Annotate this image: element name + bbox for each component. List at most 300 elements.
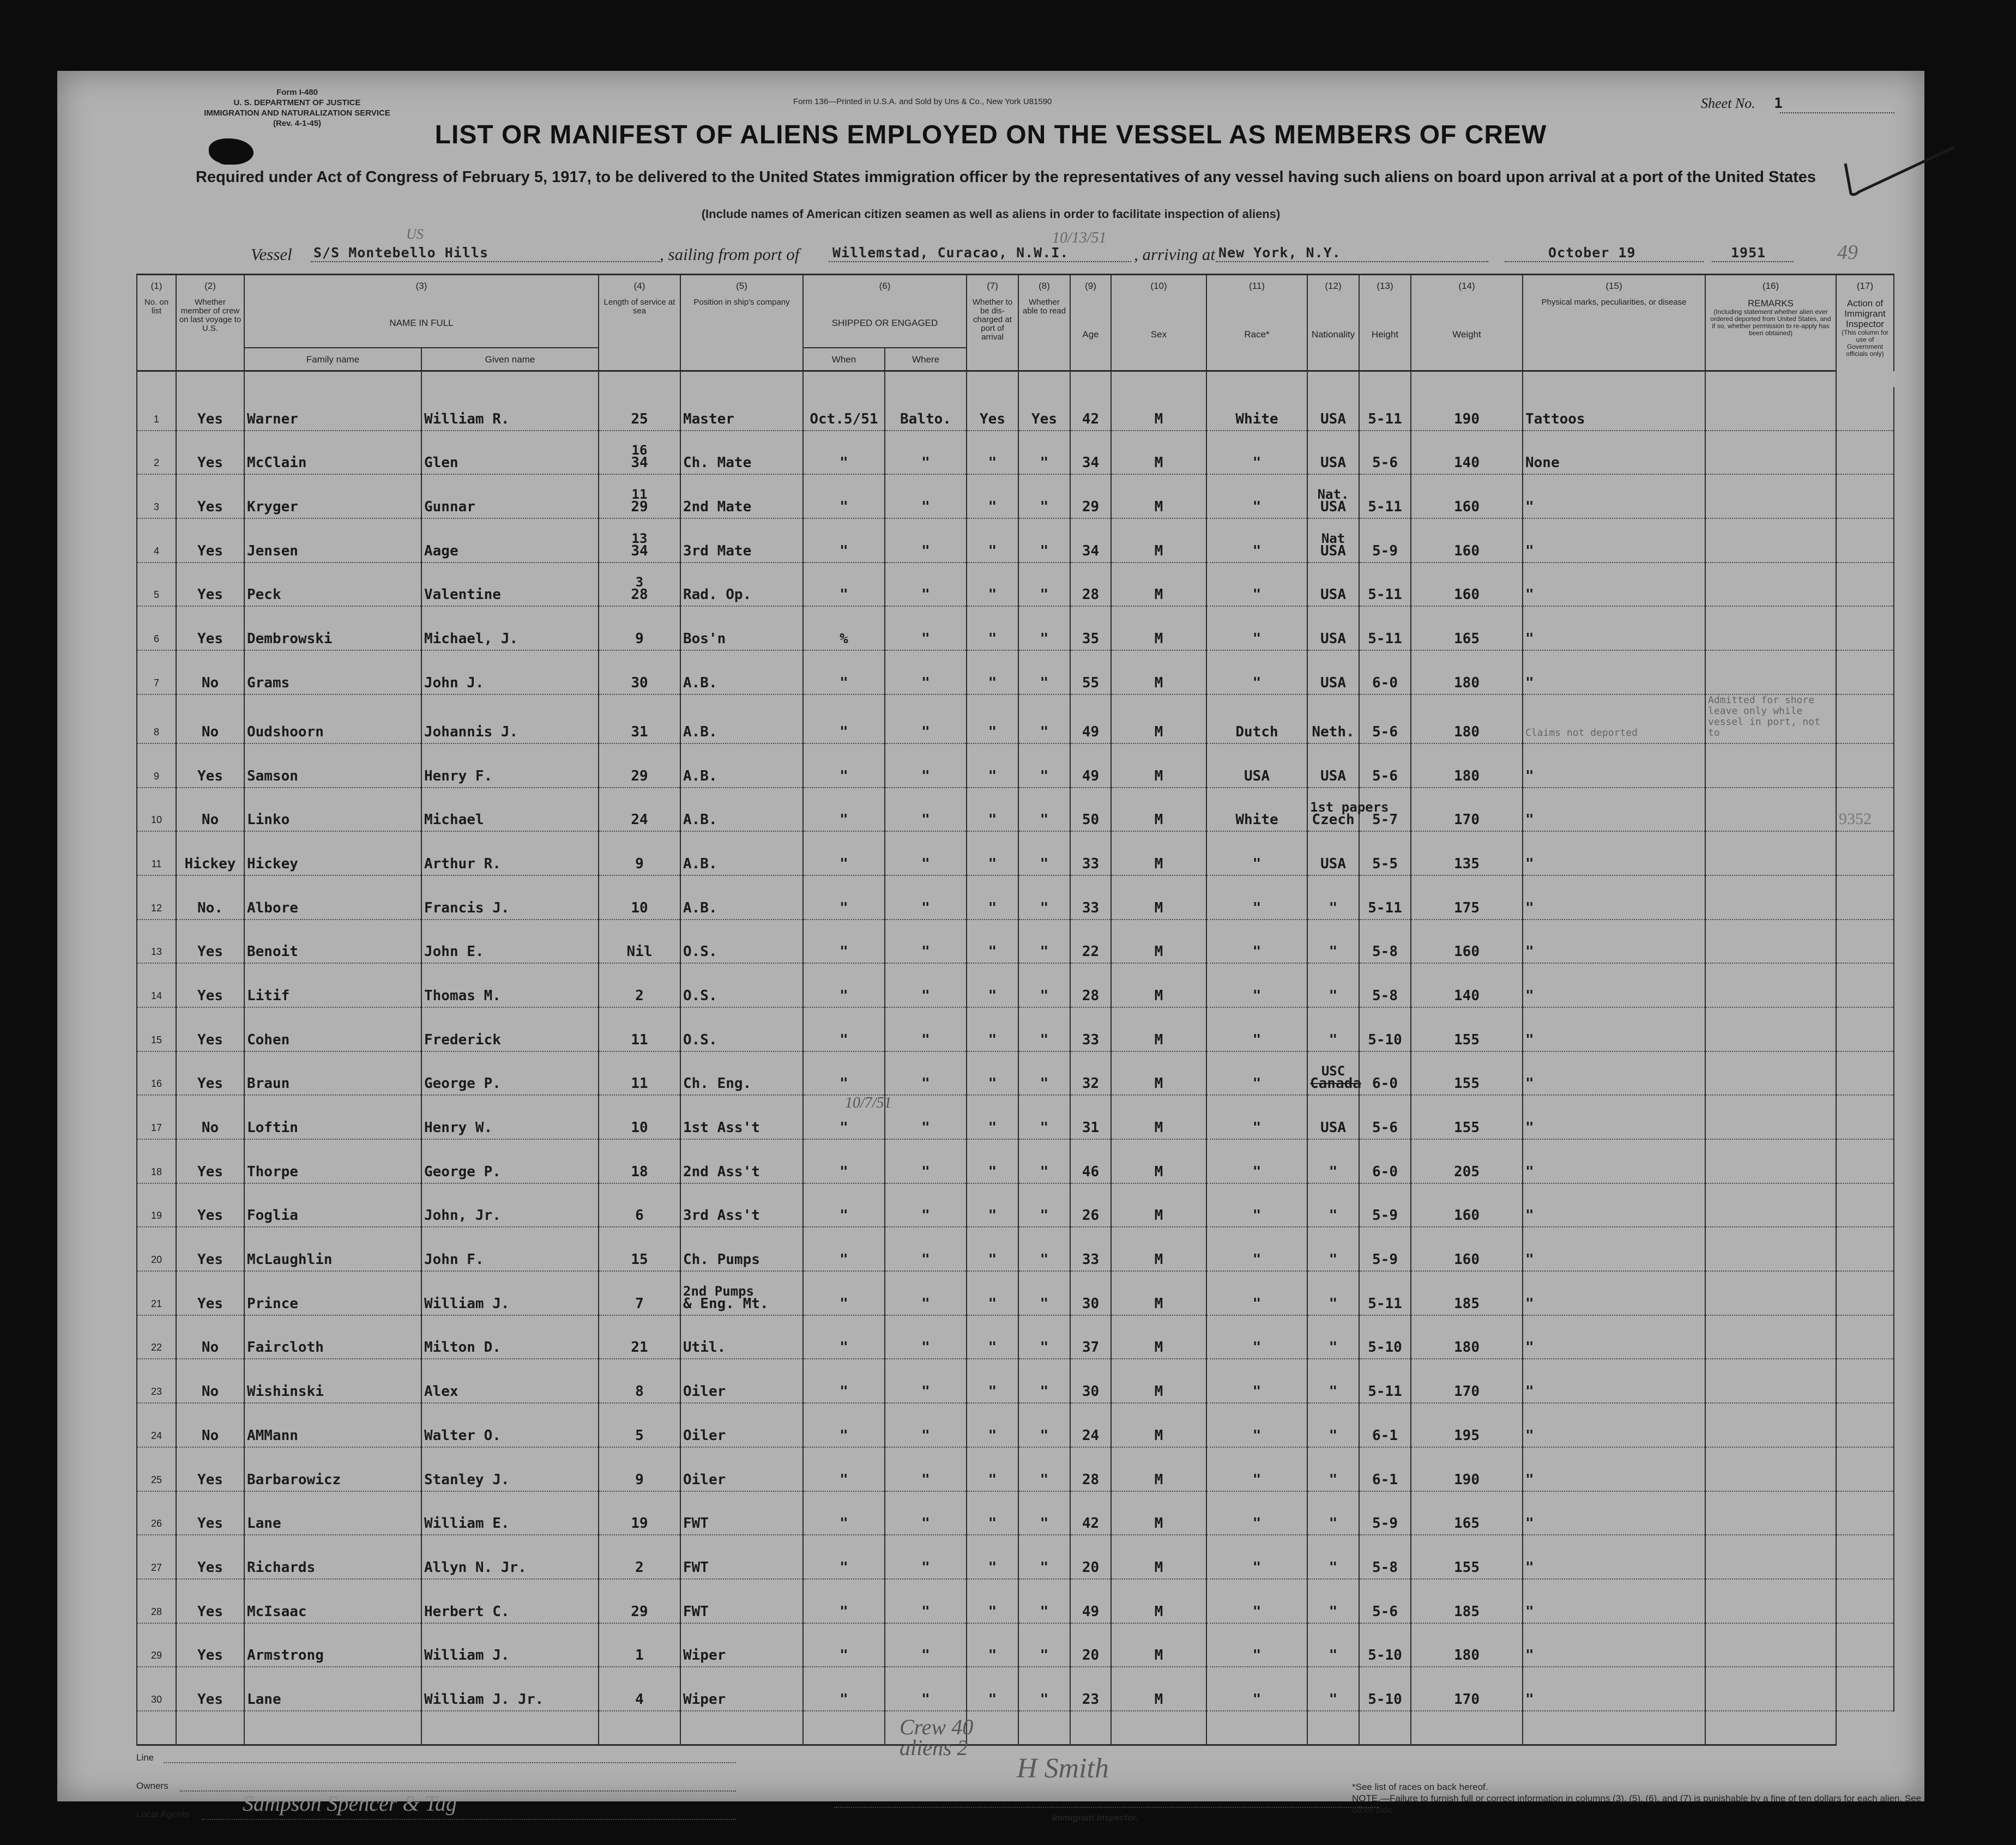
cell-race: White [1206,788,1307,832]
cell-shipped-when: " [803,1227,885,1271]
cell-remarks [1705,606,1836,650]
cell-shipped-when: " [803,743,885,788]
cell-shipped-where: " [885,1535,967,1579]
cell-discharged: " [967,1623,1018,1667]
cell-family-name: Braun [244,1051,421,1096]
cell-list-number: 29 [137,1623,176,1667]
cell-position: A.B. [680,650,803,694]
cell-physical-marks: " [1523,1227,1705,1271]
cell-shipped-where: " [885,1315,967,1359]
cell-last-voyage: No [176,694,244,743]
cell-able-to-read: " [1018,562,1070,607]
cell-shipped-when: " [803,694,885,743]
sheet-value: 1 [1774,95,1783,112]
cell-position: A.B. [680,875,803,920]
table-row [137,1535,1894,1579]
cell-position: FWT [680,1535,803,1579]
cell-last-voyage: Yes [176,606,244,650]
table-row [137,743,1894,788]
cell-last-voyage: No. [176,875,244,920]
cell-shipped-when: " [803,920,885,964]
cell-physical-marks: " [1523,920,1705,964]
cell-length-of-service: 2 [599,963,680,1007]
cell-position: Ch. Eng. [680,1051,803,1096]
cell-physical-marks: " [1523,650,1705,694]
cell-length-of-service: 11 29 [599,474,680,518]
cell-remarks [1705,1491,1836,1535]
cell-physical-marks: " [1523,562,1705,607]
cell-able-to-read: " [1018,1403,1070,1447]
cell-shipped-where: " [885,1447,967,1491]
cell-length-of-service: 10 [599,875,680,920]
cell-shipped-where: " [885,875,967,920]
cell-age: 37 [1070,1315,1111,1359]
cell-given-name: Allyn N. Jr. [421,1535,599,1579]
cell-shipped-where: " [885,831,967,875]
cell-sex: M [1111,1095,1206,1139]
cell-list-number: 24 [137,1403,176,1447]
cell-shipped-when: " [803,650,885,694]
cell-inspector-action [1836,743,1894,788]
cell-remarks [1705,1359,1836,1403]
cell-shipped-when: " [803,1183,885,1227]
sailing-date-annotation: 10/13/51 [1052,229,1107,246]
cell-nationality: USA [1307,743,1359,788]
department: U. S. DEPARTMENT OF JUSTICE [233,98,361,107]
cell-physical-marks: Claims not deported [1523,694,1705,743]
cell-inspector-action [1836,650,1894,694]
cell-height: 5-11 [1359,562,1411,607]
cell-nationality: " [1307,963,1359,1007]
table-row [137,1183,1894,1227]
cell-height: 5-10 [1359,1315,1411,1359]
cell-discharged: " [967,474,1018,518]
cell-age: 24 [1070,1403,1111,1447]
cell-sex: M [1111,920,1206,964]
cell-position: O.S. [680,1007,803,1051]
cell-physical-marks: " [1523,1359,1705,1403]
cell-shipped-where: " [885,650,967,694]
cell-inspector-action [1836,1183,1894,1227]
cell-sex: M [1111,1535,1206,1579]
cell-sex: M [1111,431,1206,475]
cell-shipped-when: " [803,1315,885,1359]
table-row [137,1359,1894,1403]
cell-weight: 170 [1411,788,1523,832]
cell-last-voyage: Hickey [176,831,244,875]
sailing-label: , sailing from port of [660,245,800,264]
cell-inspector-action [1836,694,1894,743]
cell-family-name: Oudshoorn [244,694,421,743]
cell-nationality: USA [1307,606,1359,650]
header-where: Where [885,348,967,371]
cell-age: 50 [1070,788,1111,832]
vessel-label: Vessel [251,245,292,264]
cell-family-name: Armstrong [244,1623,421,1667]
cell-shipped-when: " [803,474,885,518]
cell-sex: M [1111,1579,1206,1623]
cell-given-name: Francis J. [421,875,599,920]
cell-family-name: Linko [244,788,421,832]
cell-sex: M [1111,1403,1206,1447]
cell-length-of-service: 5 [599,1403,680,1447]
cell-discharged: " [967,1139,1018,1183]
cell-remarks [1705,431,1836,475]
cell-discharged: " [967,1095,1018,1139]
cell-able-to-read: Yes [1018,387,1070,431]
table-row [137,1667,1894,1711]
table-row [137,387,1894,431]
cell-discharged: " [967,963,1018,1007]
cell-able-to-read: " [1018,1007,1070,1051]
cell-list-number: 11 [137,831,176,875]
cell-inspector-action [1836,1623,1894,1667]
cell-height: 5-6 [1359,743,1411,788]
table-row [137,1139,1894,1183]
cell-age: 42 [1070,387,1111,431]
arriving-label: , arriving at [1134,245,1215,264]
footnote-races: *See list of races on back hereof. [1352,1782,1488,1792]
cell-list-number: 23 [137,1359,176,1403]
cell-inspector-action [1836,1579,1894,1623]
cell-physical-marks: " [1523,1579,1705,1623]
cell-given-name: William R. [421,387,599,431]
cell-given-name: Henry W. [421,1095,599,1139]
cell-shipped-where: " [885,1403,967,1447]
cell-remarks [1705,650,1836,694]
cell-list-number: 10 [137,788,176,832]
cell-length-of-service: 11 [599,1007,680,1051]
cell-race: " [1206,1271,1307,1315]
cell-physical-marks: None [1523,431,1705,475]
cell-physical-marks: " [1523,1139,1705,1183]
cell-family-name: Faircloth [244,1315,421,1359]
cell-inspector-action [1836,1227,1894,1271]
cell-age: 30 [1070,1271,1111,1315]
cell-age: 49 [1070,694,1111,743]
cell-list-number: 5 [137,562,176,607]
cell-weight: 205 [1411,1139,1523,1183]
arrival-year: 1951 [1731,245,1766,261]
crew-rows [137,387,1894,1711]
cell-able-to-read: " [1018,1359,1070,1403]
cell-given-name: John, Jr. [421,1183,599,1227]
cell-position: Bos'n [680,606,803,650]
column-headers-row [137,298,1894,348]
cell-physical-marks: " [1523,606,1705,650]
cell-last-voyage: Yes [176,1051,244,1096]
cell-able-to-read: " [1018,1535,1070,1579]
cell-list-number: 2 [137,431,176,475]
cell-shipped-where: " [885,1227,967,1271]
cell-shipped-where: " [885,1579,967,1623]
cell-shipped-where: " [885,1051,967,1096]
cell-physical-marks: " [1523,1623,1705,1667]
cell-race: " [1206,1139,1307,1183]
cell-shipped-when: " [803,1491,885,1535]
cell-weight: 185 [1411,1271,1523,1315]
cell-race: " [1206,1491,1307,1535]
cell-inspector-action [1836,1095,1894,1139]
cell-given-name: Walter O. [421,1403,599,1447]
cell-length-of-service: 21 [599,1315,680,1359]
cell-age: 55 [1070,650,1111,694]
cell-position: FWT [680,1491,803,1535]
cell-list-number: 15 [137,1007,176,1051]
cell-shipped-where: " [885,788,967,832]
cell-age: 20 [1070,1535,1111,1579]
cell-weight: 140 [1411,431,1523,475]
cell-age: 35 [1070,606,1111,650]
cell-weight: 185 [1411,1579,1523,1623]
cell-discharged: " [967,1183,1018,1227]
cell-position: A.B. [680,788,803,832]
cell-sex: M [1111,694,1206,743]
cell-height: 5-9 [1359,518,1411,562]
cell-physical-marks: " [1523,831,1705,875]
cell-family-name: Peck [244,562,421,607]
cell-race: " [1206,831,1307,875]
cell-position: Wiper [680,1667,803,1711]
cell-physical-marks: " [1523,875,1705,920]
cell-family-name: Samson [244,743,421,788]
cell-height: 5-9 [1359,1491,1411,1535]
cell-inspector-action [1836,1359,1894,1403]
owners-label: Owners [136,1781,168,1791]
cell-able-to-read: " [1018,920,1070,964]
cell-remarks [1705,474,1836,518]
cell-discharged: " [967,1403,1018,1447]
cell-weight: 170 [1411,1359,1523,1403]
cell-list-number: 4 [137,518,176,562]
cell-family-name: Wishinski [244,1359,421,1403]
cell-nationality: " [1307,1315,1359,1359]
cell-height: 5-9 [1359,1183,1411,1227]
cell-weight: 135 [1411,831,1523,875]
cell-inspector-action [1836,1315,1894,1359]
cell-list-number: 28 [137,1579,176,1623]
cell-able-to-read: " [1018,1051,1070,1096]
table-row [137,1623,1894,1667]
cell-position: FWT [680,1579,803,1623]
cell-nationality: " [1307,1623,1359,1667]
cell-weight: 190 [1411,1447,1523,1491]
cell-family-name: AMMann [244,1403,421,1447]
cell-discharged: " [967,1359,1018,1403]
cell-weight: 160 [1411,518,1523,562]
cell-position: 2nd Ass't [680,1139,803,1183]
cell-physical-marks: " [1523,518,1705,562]
cell-weight: 165 [1411,1491,1523,1535]
cell-discharged: " [967,1579,1018,1623]
sheet-number [1701,95,1783,112]
cell-discharged: Yes [967,387,1018,431]
cell-height: 5-7 [1359,788,1411,832]
cell-list-number: 27 [137,1535,176,1579]
cell-length-of-service: 15 [599,1227,680,1271]
cell-given-name: Arthur R. [421,831,599,875]
cell-race: " [1206,1403,1307,1447]
cell-nationality: USA [1307,1095,1359,1139]
cell-age: 29 [1070,474,1111,518]
cell-last-voyage: Yes [176,387,244,431]
cell-nationality: " [1307,1007,1359,1051]
cell-race: " [1206,474,1307,518]
cell-age: 49 [1070,743,1111,788]
cell-physical-marks: " [1523,1271,1705,1315]
cell-inspector-action [1836,562,1894,607]
cell-family-name: Litif [244,963,421,1007]
cell-nationality: " [1307,1447,1359,1491]
cell-discharged: " [967,650,1018,694]
cell-weight: 155 [1411,1051,1523,1096]
cell-given-name: John E. [421,920,599,964]
table-row [137,1095,1894,1139]
cell-family-name: Grams [244,650,421,694]
cell-shipped-when: " [803,1007,885,1051]
cell-given-name: Michael, J. [421,606,599,650]
cell-race: USA [1206,743,1307,788]
footnote [1352,1781,1930,1816]
cell-able-to-read: " [1018,694,1070,743]
cell-last-voyage: Yes [176,1007,244,1051]
cell-list-number: 17 [137,1095,176,1139]
cell-discharged: " [967,875,1018,920]
cell-nationality: " [1307,1183,1359,1227]
cell-weight: 140 [1411,963,1523,1007]
cell-last-voyage: No [176,788,244,832]
cell-length-of-service: 29 [599,743,680,788]
cell-inspector-action [1836,1403,1894,1447]
table-row [137,1007,1894,1051]
header-given-name: Given name [421,348,599,371]
cell-race: " [1206,1359,1307,1403]
cell-discharged: " [967,562,1018,607]
cell-physical-marks: " [1523,1447,1705,1491]
cell-list-number: 21 [137,1271,176,1315]
cell-race: " [1206,1051,1307,1096]
cell-age: 22 [1070,920,1111,964]
cell-given-name: Frederick [421,1007,599,1051]
cell-inspector-action [1836,1271,1894,1315]
cell-shipped-where: " [885,1667,967,1711]
cell-able-to-read: " [1018,1579,1070,1623]
header-when: When [803,348,885,371]
cell-able-to-read: " [1018,831,1070,875]
cell-remarks [1705,743,1836,788]
cell-remarks [1705,387,1836,431]
cell-length-of-service: 30 [599,650,680,694]
header-able-to-read: Whether able to read [1018,298,1070,371]
cell-sex: M [1111,1491,1206,1535]
cell-shipped-where: " [885,920,967,964]
cell-length-of-service: 31 [599,694,680,743]
cell-nationality: " [1307,875,1359,920]
cell-race: " [1206,1579,1307,1623]
cell-list-number: 7 [137,650,176,694]
cell-shipped-when: " [803,1447,885,1491]
cell-inspector-action [1836,1051,1894,1096]
cell-family-name: Warner [244,387,421,431]
cell-remarks [1705,1535,1836,1579]
cell-sex: M [1111,1139,1206,1183]
column-numbers-row: (1) (2) (3) (4) (5) (6) (7) (8) (9) (10) (11) (12) (13) (14) (15) (16) (17) [137,275,1894,299]
cell-given-name: Thomas M. [421,963,599,1007]
table-row [137,1051,1894,1096]
cell-nationality: USA [1307,387,1359,431]
header-sex: Sex [1111,298,1206,371]
cell-sex: M [1111,963,1206,1007]
cell-position: O.S. [680,963,803,1007]
cell-height: 6-0 [1359,650,1411,694]
cell-shipped-when: " [803,1271,885,1315]
cell-physical-marks: " [1523,1491,1705,1535]
cell-weight: 180 [1411,1623,1523,1667]
cell-weight: 180 [1411,1315,1523,1359]
cell-shipped-when: % [803,606,885,650]
cell-shipped-when: " [803,562,885,607]
cell-remarks [1705,562,1836,607]
cell-race: " [1206,1623,1307,1667]
cell-shipped-where: " [885,1095,967,1139]
table-row [137,694,1894,743]
cell-weight: 160 [1411,562,1523,607]
cell-able-to-read: " [1018,1447,1070,1491]
cell-position: Rad. Op. [680,562,803,607]
cell-last-voyage: Yes [176,1227,244,1271]
cell-position: Master [680,387,803,431]
cell-sex: M [1111,1623,1206,1667]
cell-position: Wiper [680,1623,803,1667]
cell-last-voyage: Yes [176,1535,244,1579]
cell-height: 6-1 [1359,1403,1411,1447]
page-subtitle: Required under Act of Congress of February 5, 1917, to be delivered to the United States immigration officer by the representatives of any vessel having such aliens on board upon arrival at a port of the United States [195,168,1816,186]
cell-age: 28 [1070,1447,1111,1491]
table-row [137,875,1894,920]
cell-discharged: " [967,743,1018,788]
cell-age: 23 [1070,1667,1111,1711]
cell-weight: 165 [1411,606,1523,650]
cell-inspector-action [1836,431,1894,475]
cell-weight: 180 [1411,743,1523,788]
cell-physical-marks: " [1523,1667,1705,1711]
manifest-sheet [57,71,1924,1823]
cell-shipped-when: " [803,788,885,832]
cell-length-of-service: 13 34 [599,518,680,562]
cell-weight: 175 [1411,875,1523,920]
cell-family-name: Thorpe [244,1139,421,1183]
cell-last-voyage: Yes [176,1623,244,1667]
table-row [137,1271,1894,1315]
cell-inspector-action [1836,875,1894,920]
header-age: Age [1070,298,1111,371]
cell-inspector-action [1836,831,1894,875]
cell-able-to-read: " [1018,875,1070,920]
cell-able-to-read: " [1018,650,1070,694]
cell-position: A.B. [680,743,803,788]
cell-last-voyage: No [176,1095,244,1139]
table-row [137,431,1894,475]
cell-weight: 160 [1411,1183,1523,1227]
cell-height: 5-10 [1359,1623,1411,1667]
cell-inspector-action [1836,1447,1894,1491]
cell-height: 5-8 [1359,920,1411,964]
cell-shipped-when: " [803,831,885,875]
cell-race: " [1206,1667,1307,1711]
cell-remarks [1705,920,1836,964]
cell-inspector-action [1836,1139,1894,1183]
cell-age: 46 [1070,1139,1111,1183]
